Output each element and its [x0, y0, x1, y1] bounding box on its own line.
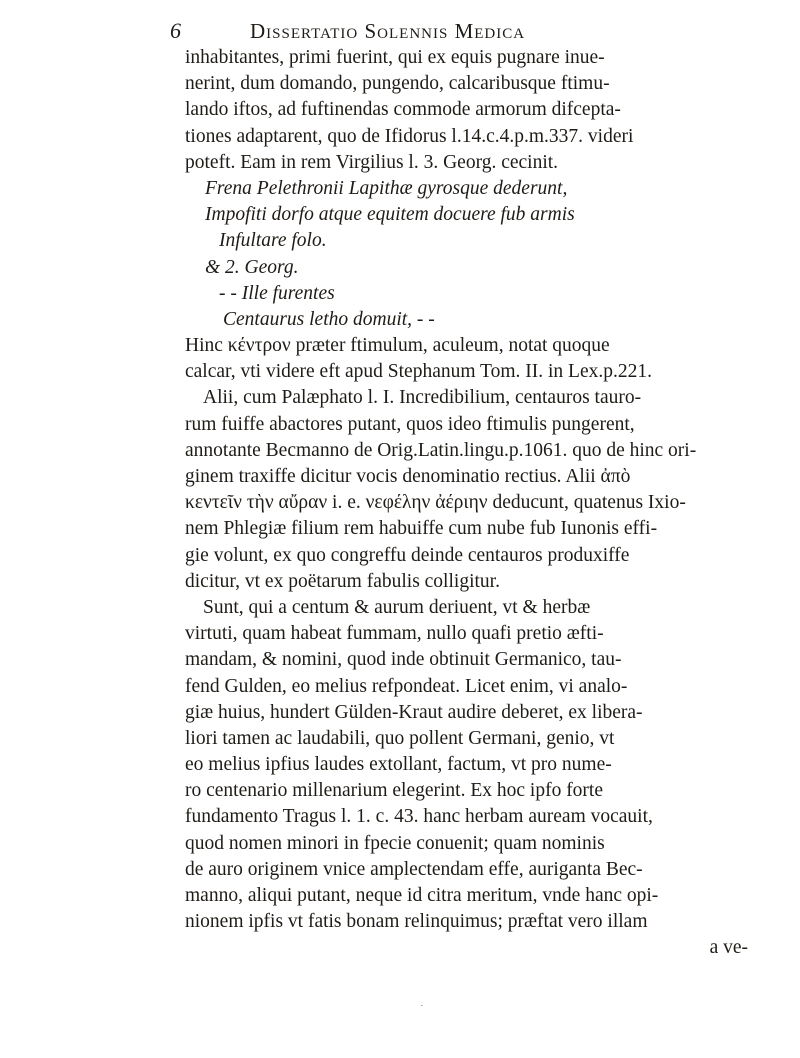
text-line: fundamento Tragus l. 1. c. 43. hanc herbam auream vocauit, — [185, 806, 653, 828]
verse-line: Frena Pelethronii Lapithæ gyrosque dederunt, — [205, 177, 568, 199]
text-line: inhabitantes, primi fuerint, qui ex equis pugnare inue- — [185, 47, 605, 68]
text-line: gie volunt, ex quo congreffu deinde centauros produxiffe — [185, 544, 630, 566]
running-title: Dissertatio Solennis Medica — [250, 19, 526, 43]
verse-line: Infultare folo. — [219, 230, 327, 252]
page-specks: · — [420, 1000, 424, 1012]
verse-line: Centaurus letho domuit, - - — [223, 308, 435, 330]
text-line: annotante Becmanno de Orig.Latin.lingu.p.1061. quo de hinc ori- — [185, 439, 697, 461]
text-line: de auro originem vnice amplectendam effe, auriganta Bec- — [185, 858, 643, 880]
page-number: 6 — [170, 18, 181, 43]
text-line: lando iftos, ad fuftinendas commode armorum difcepta- — [185, 99, 621, 121]
text-line: Hinc κέντρον præter ftimulum, aculeum, notat quoque — [185, 335, 610, 357]
text-line: giæ huius, hundert Gülden-Kraut audire deberet, ex libera- — [185, 701, 643, 723]
text-line: liori tamen ac laudabili, quo pollent Germani, genio, vt — [185, 727, 615, 749]
verse-line: Impofiti dorfo atque equitem docuere fub armis — [205, 204, 575, 226]
text-line: nem Phlegiæ filium rem habuiffe cum nube fub Iunonis effi- — [185, 518, 658, 540]
text-line: calcar, vti videre eft apud Stephanum Tom. II. in Lex.p.221. — [185, 361, 652, 383]
text-line: tiones adaptarent, quo de Ifidorus l.14.c.4.p.m.337. videri — [185, 125, 634, 147]
text-line: manno, aliqui putant, neque id citra meritum, vnde hanc opi- — [185, 885, 659, 906]
text-line: eo melius ipfius laudes extollant, factum, vt pro nume- — [185, 754, 612, 776]
text-line: nionem ipfis vt fatis bonam relinquimus; præftat vero illam — [185, 911, 648, 933]
text-line: ro centenario millenarium elegerint. Ex hoc ipfo forte — [185, 780, 604, 802]
text-line: ginem traxiffe dicitur vocis denominatio rectius. Alii ἀπὸ — [185, 466, 631, 487]
text-line: Sunt, qui a centum & aurum deriuent, vt & herbæ — [203, 596, 591, 618]
text-line: poteft. Eam in rem Virgilius l. 3. Georg. cecinit. — [185, 151, 559, 173]
text-line: fend Gulden, eo melius refpondeat. Licet enim, vi analo- — [185, 675, 628, 697]
text-line: rum fuiffe abactores putant, quos ideo ftimulis pungerent, — [185, 413, 635, 435]
catchword: a ve- — [709, 937, 748, 959]
page-header — [170, 18, 730, 44]
verse-line: - - Ille furentes — [219, 282, 335, 304]
text-line: mandam, & nomini, quod inde obtinuit Germanico, tau- — [185, 649, 622, 671]
text-line: Alii, cum Palæphato l. I. Incredibilium, centauros tauro- — [203, 387, 642, 409]
verse-line: & 2. Georg. — [205, 256, 299, 278]
text-line: quod nomen minori in fpecie conuenit; quam nominis — [185, 832, 605, 854]
text-line: dicitur, vt ex poëtarum fabulis colligitur. — [185, 570, 500, 592]
text-line: virtuti, quam habeat fummam, nullo quafi pretio æfti- — [185, 623, 604, 645]
text-line: κεντεῖν τὴν αὔραν i. e. νεφέλην ἀέριην deducunt, quatenus Ixio- — [185, 492, 686, 514]
text-body — [185, 45, 760, 962]
text-line: nerint, dum domando, pungendo, calcaribusque ftimu- — [185, 73, 610, 95]
